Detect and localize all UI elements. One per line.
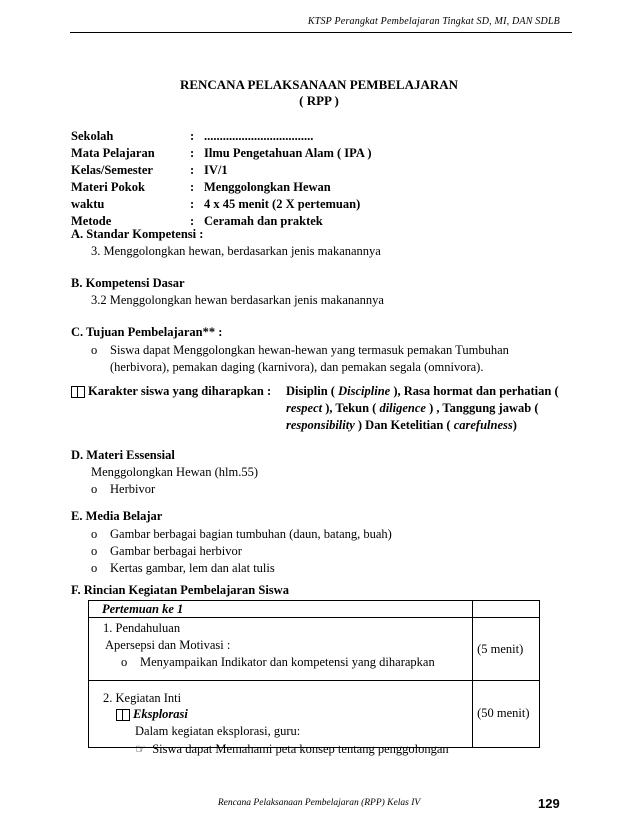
- media-item: Gambar berbagai bagian tumbuhan (daun, batang, buah): [110, 527, 392, 541]
- karakter-l3a: responsibility: [286, 418, 355, 432]
- eksplorasi-text: Eksplorasi: [133, 707, 188, 721]
- karakter-l2a: respect: [286, 401, 323, 415]
- inti-heading: 2. Kegiatan Inti: [103, 691, 182, 705]
- pendahuluan-time-cell: [473, 618, 540, 681]
- section-c-heading: C. Tujuan Pembelajaran** :: [71, 325, 223, 339]
- eksplorasi-intro: Dalam kegiatan eksplorasi, guru:: [135, 724, 301, 738]
- document-title: RENCANA PELAKSANAAN PEMBELAJARAN: [179, 77, 459, 92]
- identity-value: Ceramah dan praktek: [204, 214, 323, 228]
- section-f-heading: F. Rincian Kegiatan Pembelajaran Siswa: [71, 583, 289, 597]
- running-header: KTSP Perangkat Pembelajaran Tingkat SD, MI, DAN SDLB: [307, 16, 560, 27]
- inti-time-cell: [473, 681, 540, 748]
- eksplorasi-item-text: Siswa dapat Memahami peta konsep tentang penggolongan: [152, 742, 449, 756]
- empty-time-cell: [473, 601, 540, 618]
- karakter-l2c: diligence: [379, 401, 426, 415]
- media-item: Kertas gambar, lem dan alat tulis: [110, 561, 275, 575]
- inti-cell: [89, 681, 473, 756]
- identity-label: Mata Pelajaran: [71, 146, 155, 160]
- section-c-bullet: o: [91, 343, 98, 357]
- pendahuluan-heading: 1. Pendahuluan: [103, 621, 181, 635]
- karakter-line3: [286, 418, 517, 433]
- identity-value: IV/1: [204, 163, 228, 177]
- karakter-line1: [286, 384, 559, 399]
- identity-value: Menggolongkan Hewan: [204, 180, 331, 194]
- apersepsi-label: Apersepsi dan Motivasi :: [105, 638, 231, 652]
- pendahuluan-time: (5 menit): [477, 641, 524, 656]
- section-d-item: Herbivor: [110, 482, 156, 496]
- table-row: [89, 601, 540, 618]
- section-c-line1: Siswa dapat Menggolongkan hewan-hewan yang termasuk pemakan Tumbuhan: [110, 343, 509, 357]
- pendahuluan-cell: [89, 618, 473, 681]
- section-b-text: 3.2 Menggolongkan hewan berdasarkan jenis makanannya: [91, 293, 384, 307]
- identity-value: 4 x 45 menit (2 X pertemuan): [204, 197, 361, 211]
- page-number: 129: [538, 796, 560, 811]
- karakter-l1a: Disiplin (: [286, 384, 339, 398]
- section-b-heading: B. Kompetensi Dasar: [71, 276, 185, 290]
- karakter-l3b: ) Dan Ketelitian (: [354, 418, 454, 432]
- karakter-line2: [286, 401, 539, 416]
- media-bullet: o: [91, 544, 98, 558]
- activity-table: [88, 600, 540, 756]
- karakter-label: [71, 384, 271, 399]
- identity-colon: :: [190, 146, 195, 160]
- pointing-hand-icon: ☞: [135, 742, 147, 756]
- karakter-l3c: carefulness: [453, 418, 513, 432]
- meeting-label: Pertemuan ke 1: [102, 602, 184, 616]
- eksplorasi-label: [116, 707, 188, 722]
- book-icon: [116, 709, 130, 721]
- section-d-bullet: o: [91, 482, 98, 496]
- identity-label: Sekolah: [71, 129, 114, 143]
- karakter-l2b: ), Tekun (: [322, 401, 380, 415]
- identity-value: ...................................: [204, 129, 314, 143]
- identity-colon: :: [190, 163, 195, 177]
- section-d-heading: D. Materi Essensial: [71, 448, 175, 462]
- identity-colon: :: [190, 197, 195, 211]
- document-subtitle: ( RPP ): [299, 93, 339, 108]
- identity-label: Metode: [71, 214, 112, 228]
- pendahuluan-item: Menyampaikan Indikator dan kompetensi yang diharapkan: [140, 655, 435, 669]
- table-row: [89, 681, 540, 748]
- karakter-l2d: ) , Tanggung jawab (: [425, 401, 539, 415]
- identity-colon: :: [190, 129, 195, 143]
- karakter-l1b: Discipline: [338, 384, 391, 398]
- karakter-label-text: Karakter siswa yang diharapkan :: [88, 384, 272, 398]
- section-c-line2: (herbivora), pemakan daging (karnivora), dan pemakan segala (omnivora).: [110, 360, 484, 374]
- identity-label: Materi Pokok: [71, 180, 145, 194]
- identity-value: Ilmu Pengetahuan Alam ( IPA ): [204, 146, 372, 160]
- meeting-cell: [89, 601, 473, 618]
- media-bullet: o: [91, 561, 98, 575]
- identity-colon: :: [190, 214, 195, 228]
- identity-colon: :: [190, 180, 195, 194]
- pendahuluan-bullet: o: [121, 655, 128, 669]
- section-a-text: 3. Menggolongkan hewan, berdasarkan jenis makanannya: [91, 244, 381, 258]
- footer-text: Rencana Pelaksanaan Pembelajaran (RPP) Kelas IV: [217, 798, 421, 808]
- identity-label: Kelas/Semester: [71, 163, 153, 177]
- karakter-l3d: ): [512, 418, 517, 432]
- table-row: [89, 618, 540, 681]
- section-a-heading: A. Standar Kompetensi :: [71, 227, 204, 241]
- book-icon: [71, 386, 85, 398]
- eksplorasi-item: [135, 741, 449, 757]
- inti-time: (50 menit): [477, 706, 530, 720]
- header-rule: [70, 32, 572, 33]
- karakter-l1c: ), Rasa hormat dan perhatian (: [390, 384, 559, 398]
- section-e-heading: E. Media Belajar: [71, 509, 163, 523]
- identity-label: waktu: [71, 197, 105, 211]
- media-item: Gambar berbagai herbivor: [110, 544, 242, 558]
- section-d-text: Menggolongkan Hewan (hlm.55): [91, 465, 258, 479]
- media-bullet: o: [91, 527, 98, 541]
